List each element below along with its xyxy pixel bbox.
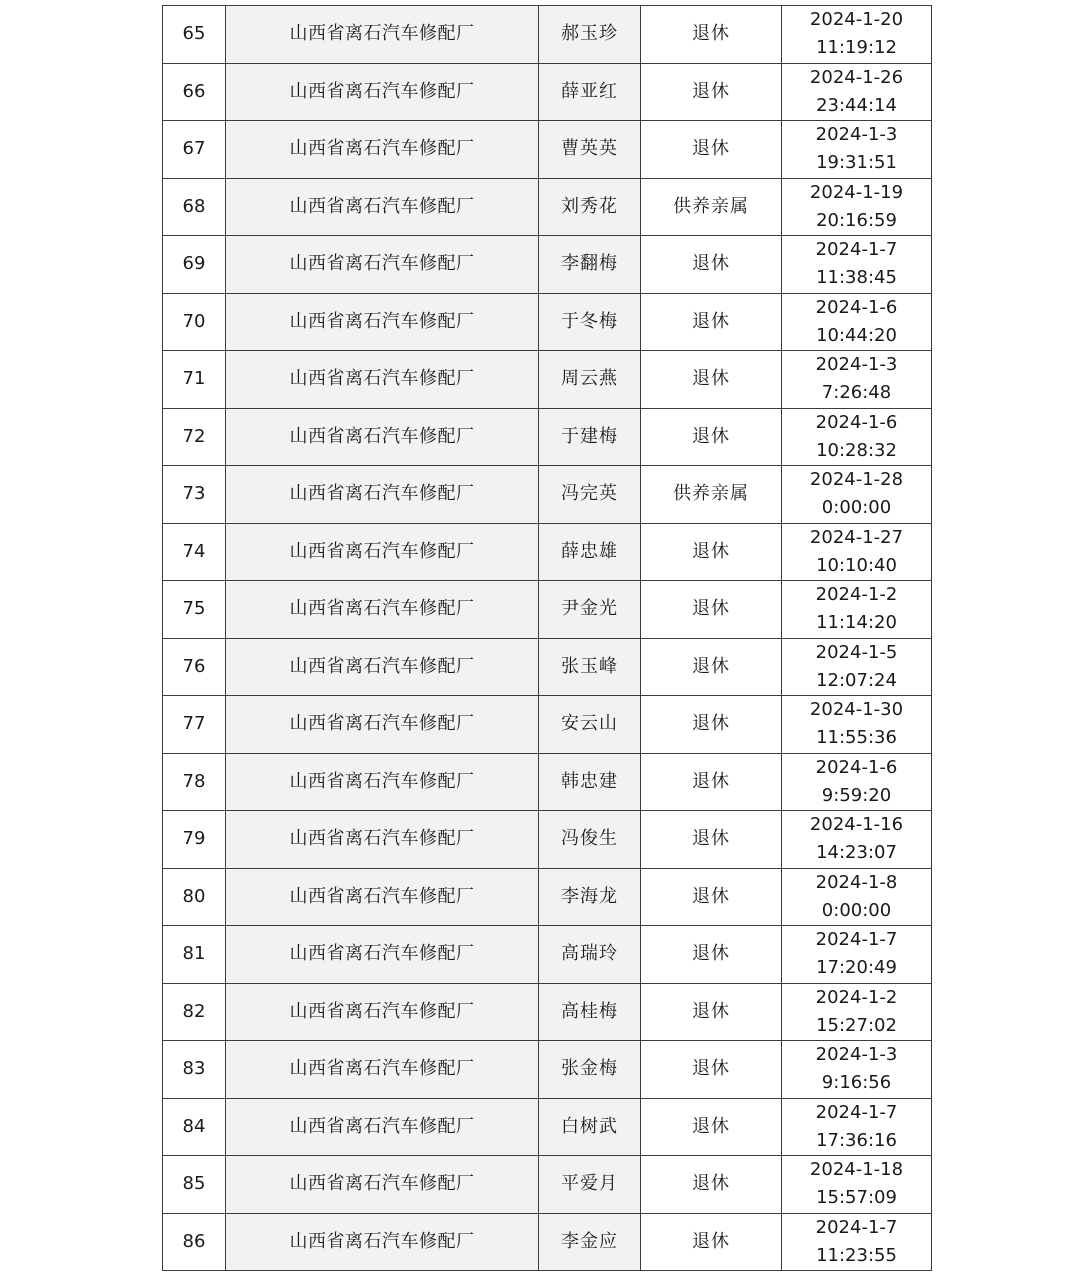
person-name-cell: 尹金光	[539, 581, 641, 639]
row-number-cell: 83	[163, 1041, 226, 1099]
personnel-type-cell: 退休	[641, 868, 782, 926]
datetime-cell	[782, 638, 932, 696]
table-row	[163, 121, 932, 179]
date-text: 2024-1-27	[809, 526, 904, 548]
organization-cell: 山西省离石汽车修配厂	[226, 293, 539, 351]
date-text: 2024-1-5	[815, 641, 898, 663]
time-text: 23:44:14	[816, 94, 897, 116]
datetime-cell	[782, 868, 932, 926]
date-text: 2024-1-3	[815, 354, 898, 376]
table-row	[163, 1156, 932, 1214]
time-text: 15:57:09	[816, 1187, 897, 1209]
row-number-cell: 81	[163, 926, 226, 984]
personnel-type-cell: 退休	[641, 408, 782, 466]
time-text: 11:14:20	[816, 612, 897, 634]
table-row	[163, 868, 932, 926]
date-text: 2024-1-7	[815, 1101, 898, 1123]
row-number-cell: 74	[163, 523, 226, 581]
organization-cell: 山西省离石汽车修配厂	[226, 1156, 539, 1214]
datetime-cell	[782, 926, 932, 984]
organization-cell: 山西省离石汽车修配厂	[226, 236, 539, 294]
personnel-type-cell: 退休	[641, 1098, 782, 1156]
records-table-body	[163, 6, 932, 1271]
table-row	[163, 63, 932, 121]
datetime-cell	[782, 466, 932, 524]
date-text: 2024-1-20	[809, 9, 904, 31]
row-number-cell: 72	[163, 408, 226, 466]
table-row	[163, 811, 932, 869]
person-name-cell: 冯完英	[539, 466, 641, 524]
personnel-type-cell: 退休	[641, 581, 782, 639]
table-row	[163, 926, 932, 984]
row-number-cell: 82	[163, 983, 226, 1041]
time-text: 10:10:40	[816, 554, 897, 576]
personnel-type-cell: 退休	[641, 1041, 782, 1099]
date-text: 2024-1-3	[815, 1044, 898, 1066]
organization-cell: 山西省离石汽车修配厂	[226, 983, 539, 1041]
person-name-cell: 张金梅	[539, 1041, 641, 1099]
time-text: 17:20:49	[816, 957, 897, 979]
date-text: 2024-1-16	[809, 814, 904, 836]
row-number-cell: 69	[163, 236, 226, 294]
time-text: 9:16:56	[821, 1072, 892, 1094]
table-row	[163, 236, 932, 294]
organization-cell: 山西省离石汽车修配厂	[226, 523, 539, 581]
table-row	[163, 466, 932, 524]
datetime-cell	[782, 1098, 932, 1156]
records-table-container	[162, 5, 928, 1271]
date-text: 2024-1-2	[815, 986, 898, 1008]
person-name-cell: 薛忠雄	[539, 523, 641, 581]
personnel-type-cell: 退休	[641, 121, 782, 179]
time-text: 12:07:24	[816, 669, 897, 691]
date-text: 2024-1-6	[815, 411, 898, 433]
table-row	[163, 581, 932, 639]
date-text: 2024-1-19	[809, 181, 904, 203]
row-number-cell: 67	[163, 121, 226, 179]
row-number-cell: 84	[163, 1098, 226, 1156]
organization-cell: 山西省离石汽车修配厂	[226, 6, 539, 64]
person-name-cell: 高桂梅	[539, 983, 641, 1041]
organization-cell: 山西省离石汽车修配厂	[226, 753, 539, 811]
row-number-cell: 78	[163, 753, 226, 811]
personnel-type-cell: 退休	[641, 63, 782, 121]
organization-cell: 山西省离石汽车修配厂	[226, 63, 539, 121]
organization-cell: 山西省离石汽车修配厂	[226, 696, 539, 754]
person-name-cell: 李金应	[539, 1213, 641, 1271]
person-name-cell: 白树武	[539, 1098, 641, 1156]
time-text: 19:31:51	[816, 152, 897, 174]
organization-cell: 山西省离石汽车修配厂	[226, 178, 539, 236]
datetime-cell	[782, 696, 932, 754]
table-row	[163, 753, 932, 811]
personnel-type-cell: 退休	[641, 523, 782, 581]
datetime-cell	[782, 293, 932, 351]
table-row	[163, 523, 932, 581]
row-number-cell: 71	[163, 351, 226, 409]
table-row	[163, 1213, 932, 1271]
date-text: 2024-1-28	[809, 469, 904, 491]
personnel-type-cell: 退休	[641, 983, 782, 1041]
person-name-cell: 李翻梅	[539, 236, 641, 294]
datetime-cell	[782, 408, 932, 466]
time-text: 11:38:45	[816, 267, 897, 289]
row-number-cell: 70	[163, 293, 226, 351]
time-text: 11:55:36	[816, 727, 897, 749]
row-number-cell: 66	[163, 63, 226, 121]
personnel-type-cell: 退休	[641, 638, 782, 696]
organization-cell: 山西省离石汽车修配厂	[226, 868, 539, 926]
person-name-cell: 高瑞玲	[539, 926, 641, 984]
table-row	[163, 293, 932, 351]
person-name-cell: 安云山	[539, 696, 641, 754]
row-number-cell: 80	[163, 868, 226, 926]
table-row	[163, 638, 932, 696]
datetime-cell	[782, 1041, 932, 1099]
datetime-cell	[782, 121, 932, 179]
organization-cell: 山西省离石汽车修配厂	[226, 121, 539, 179]
time-text: 11:19:12	[816, 37, 897, 59]
table-row	[163, 408, 932, 466]
time-text: 10:44:20	[816, 324, 897, 346]
datetime-cell	[782, 1156, 932, 1214]
personnel-type-cell: 退休	[641, 1156, 782, 1214]
person-name-cell: 曹英英	[539, 121, 641, 179]
table-row	[163, 1041, 932, 1099]
date-text: 2024-1-7	[815, 1216, 898, 1238]
datetime-cell	[782, 6, 932, 64]
person-name-cell: 薛亚红	[539, 63, 641, 121]
row-number-cell: 73	[163, 466, 226, 524]
personnel-type-cell: 退休	[641, 293, 782, 351]
organization-cell: 山西省离石汽车修配厂	[226, 1098, 539, 1156]
date-text: 2024-1-8	[815, 871, 898, 893]
table-row	[163, 696, 932, 754]
organization-cell: 山西省离石汽车修配厂	[226, 351, 539, 409]
organization-cell: 山西省离石汽车修配厂	[226, 1213, 539, 1271]
time-text: 17:36:16	[816, 1129, 897, 1151]
datetime-cell	[782, 523, 932, 581]
personnel-type-cell: 退休	[641, 696, 782, 754]
time-text: 15:27:02	[816, 1014, 897, 1036]
date-text: 2024-1-2	[815, 584, 898, 606]
time-text: 20:16:59	[816, 209, 897, 231]
date-text: 2024-1-30	[809, 699, 904, 721]
person-name-cell: 郝玉珍	[539, 6, 641, 64]
person-name-cell: 于冬梅	[539, 293, 641, 351]
datetime-cell	[782, 983, 932, 1041]
personnel-type-cell: 供养亲属	[641, 178, 782, 236]
datetime-cell	[782, 753, 932, 811]
person-name-cell: 冯俊生	[539, 811, 641, 869]
personnel-type-cell: 退休	[641, 926, 782, 984]
time-text: 0:00:00	[821, 899, 892, 921]
datetime-cell	[782, 178, 932, 236]
row-number-cell: 85	[163, 1156, 226, 1214]
personnel-type-cell: 退休	[641, 1213, 782, 1271]
time-text: 14:23:07	[816, 842, 897, 864]
time-text: 7:26:48	[821, 382, 892, 404]
organization-cell: 山西省离石汽车修配厂	[226, 1041, 539, 1099]
datetime-cell	[782, 63, 932, 121]
row-number-cell: 79	[163, 811, 226, 869]
table-row	[163, 178, 932, 236]
person-name-cell: 周云燕	[539, 351, 641, 409]
datetime-cell	[782, 811, 932, 869]
organization-cell: 山西省离石汽车修配厂	[226, 466, 539, 524]
date-text: 2024-1-6	[815, 756, 898, 778]
organization-cell: 山西省离石汽车修配厂	[226, 638, 539, 696]
records-table	[162, 5, 932, 1271]
row-number-cell: 86	[163, 1213, 226, 1271]
row-number-cell: 65	[163, 6, 226, 64]
person-name-cell: 张玉峰	[539, 638, 641, 696]
row-number-cell: 75	[163, 581, 226, 639]
personnel-type-cell: 退休	[641, 753, 782, 811]
date-text: 2024-1-26	[809, 66, 904, 88]
time-text: 11:23:55	[816, 1244, 897, 1266]
organization-cell: 山西省离石汽车修配厂	[226, 811, 539, 869]
date-text: 2024-1-7	[815, 239, 898, 261]
personnel-type-cell: 退休	[641, 6, 782, 64]
row-number-cell: 76	[163, 638, 226, 696]
organization-cell: 山西省离石汽车修配厂	[226, 581, 539, 639]
person-name-cell: 刘秀花	[539, 178, 641, 236]
table-row	[163, 351, 932, 409]
date-text: 2024-1-6	[815, 296, 898, 318]
person-name-cell: 李海龙	[539, 868, 641, 926]
time-text: 10:28:32	[816, 439, 897, 461]
personnel-type-cell: 退休	[641, 811, 782, 869]
table-row	[163, 1098, 932, 1156]
table-row	[163, 6, 932, 64]
organization-cell: 山西省离石汽车修配厂	[226, 926, 539, 984]
datetime-cell	[782, 236, 932, 294]
date-text: 2024-1-18	[809, 1159, 904, 1181]
personnel-type-cell: 供养亲属	[641, 466, 782, 524]
date-text: 2024-1-7	[815, 929, 898, 951]
organization-cell: 山西省离石汽车修配厂	[226, 408, 539, 466]
datetime-cell	[782, 581, 932, 639]
datetime-cell	[782, 351, 932, 409]
row-number-cell: 68	[163, 178, 226, 236]
table-row	[163, 983, 932, 1041]
person-name-cell: 韩忠建	[539, 753, 641, 811]
personnel-type-cell: 退休	[641, 236, 782, 294]
date-text: 2024-1-3	[815, 124, 898, 146]
row-number-cell: 77	[163, 696, 226, 754]
time-text: 9:59:20	[821, 784, 892, 806]
time-text: 0:00:00	[821, 497, 892, 519]
datetime-cell	[782, 1213, 932, 1271]
person-name-cell: 于建梅	[539, 408, 641, 466]
person-name-cell: 平爱月	[539, 1156, 641, 1214]
personnel-type-cell: 退休	[641, 351, 782, 409]
